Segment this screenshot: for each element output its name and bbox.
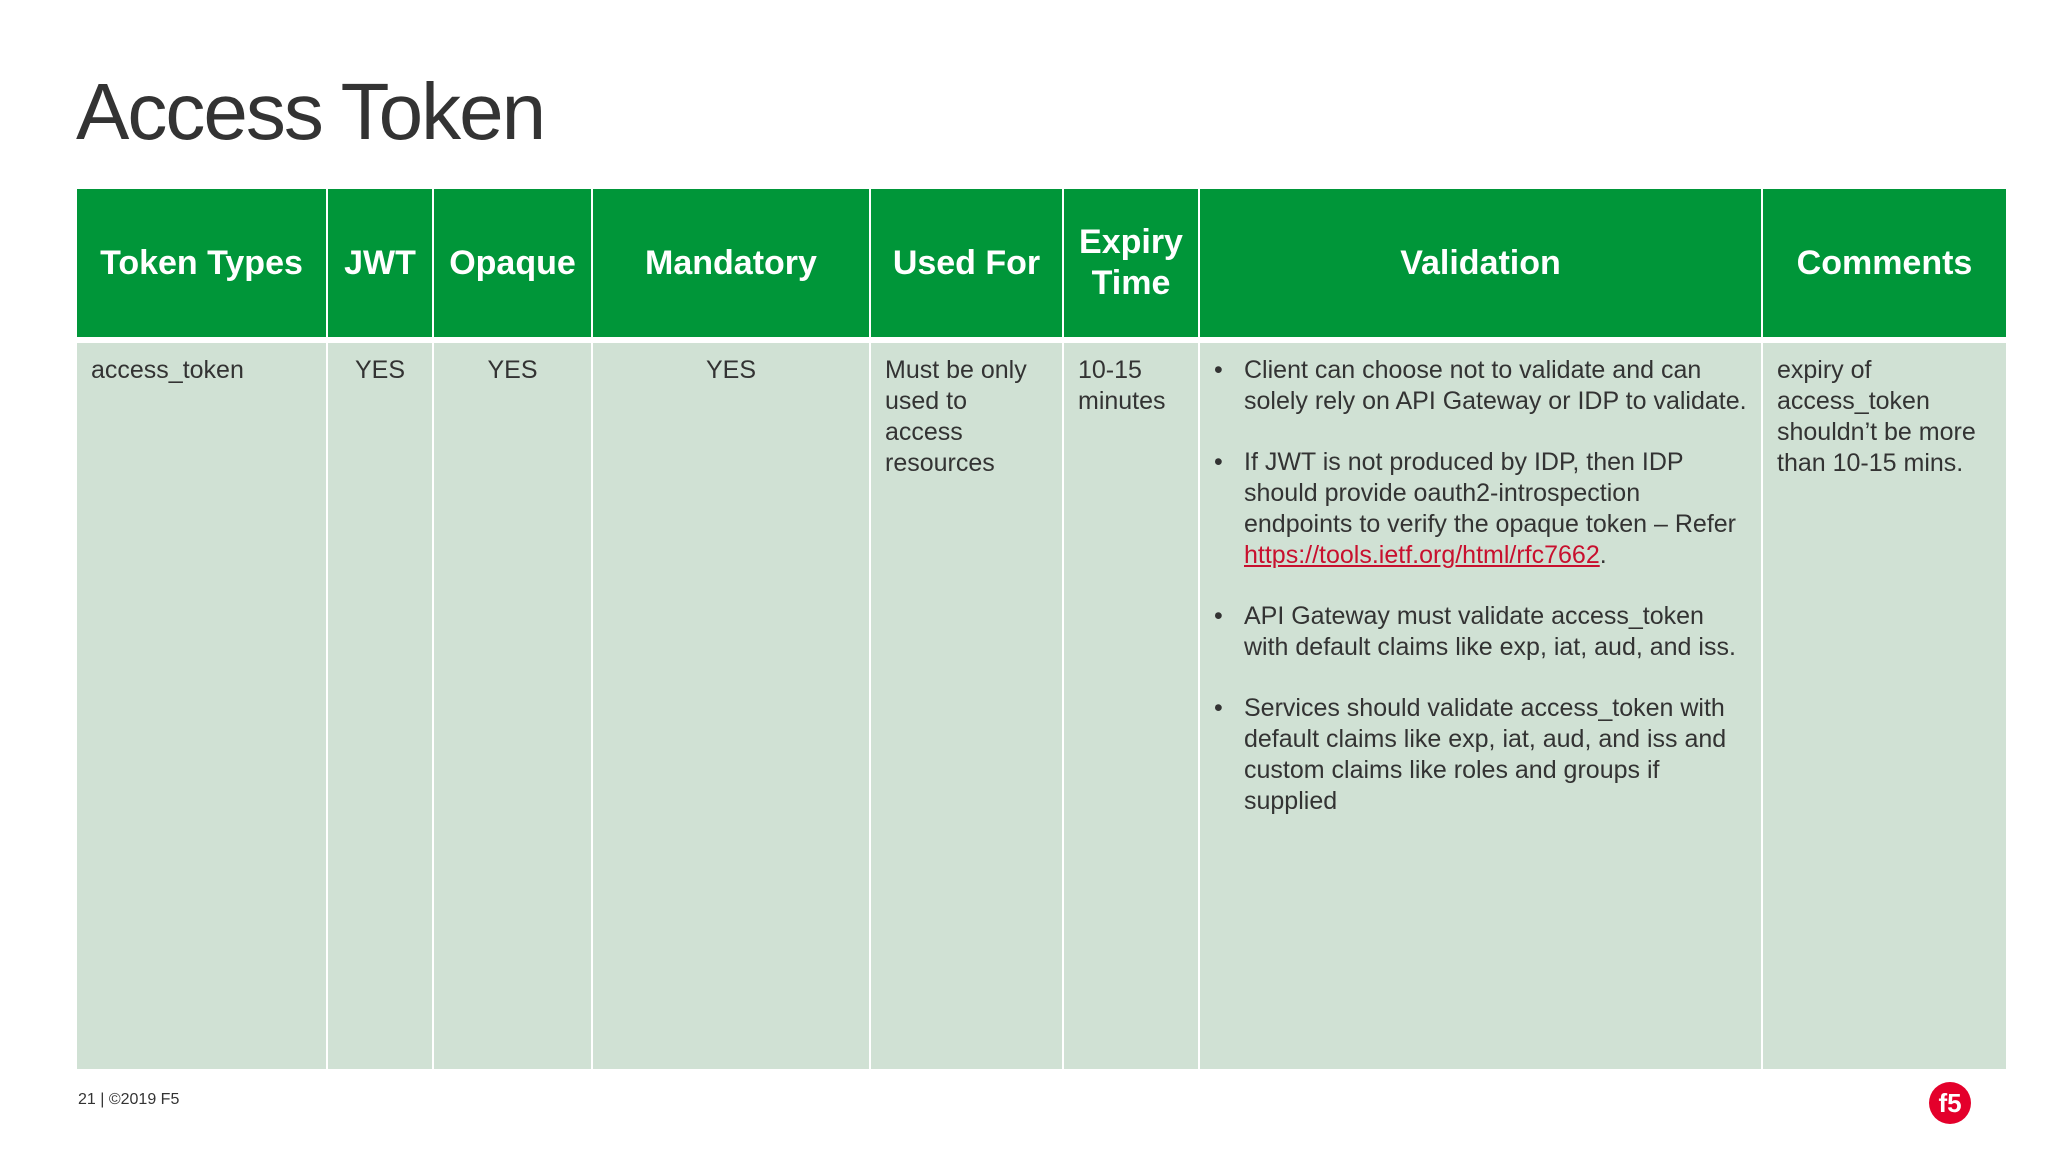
- validation-text: API Gateway must validate access_token with default claims like exp, iat, aud, and iss.: [1244, 602, 1736, 661]
- validation-text: If JWT is not produced by IDP, then IDP should provide oauth2-introspection endpoints to verify the opaque token – Refer: [1244, 448, 1736, 538]
- cell-expiry: 10-15 minutes: [1063, 343, 1199, 1069]
- validation-suffix: .: [1599, 541, 1607, 569]
- f5-logo-text: f5: [1938, 1088, 1962, 1118]
- header-validation: Validation: [1199, 189, 1762, 337]
- header-expiry-time: Expiry Time: [1063, 189, 1199, 337]
- header-opaque: Opaque: [433, 189, 592, 337]
- validation-item: [1244, 355, 1747, 417]
- cell-validation: [1199, 343, 1762, 1069]
- cell-mandatory: YES: [592, 343, 870, 1069]
- cell-comments: expiry of access_token shouldn’t be more than 10-15 mins.: [1762, 343, 2006, 1069]
- table-header-row: [77, 189, 2006, 337]
- validation-item: [1244, 693, 1747, 817]
- f5-logo-icon: [1928, 1081, 1972, 1125]
- cell-opaque: YES: [433, 343, 592, 1069]
- cell-token-type: access_token: [77, 343, 327, 1069]
- page-title: Access Token: [76, 67, 545, 156]
- validation-item: [1244, 601, 1747, 663]
- validation-item: [1244, 447, 1747, 571]
- cell-used-for: Must be only used to access resources: [870, 343, 1063, 1069]
- rfc7662-link[interactable]: https://tools.ietf.org/html/rfc7662: [1244, 541, 1600, 569]
- header-jwt: JWT: [327, 189, 433, 337]
- header-comments: Comments: [1762, 189, 2006, 337]
- table-row: [77, 343, 2006, 1069]
- validation-text: Client can choose not to validate and can solely rely on API Gateway or IDP to validate.: [1244, 356, 1747, 415]
- slide-footer: 21 | ©2019 F5: [78, 1091, 180, 1108]
- validation-list: [1214, 355, 1747, 817]
- header-token-types: Token Types: [77, 189, 327, 337]
- header-used-for: Used For: [870, 189, 1063, 337]
- token-table: [77, 189, 2006, 1069]
- validation-text: Services should validate access_token with default claims like exp, iat, aud, and iss and custom claims like roles and groups if supplied: [1244, 694, 1727, 815]
- cell-jwt: YES: [327, 343, 433, 1069]
- header-mandatory: Mandatory: [592, 189, 870, 337]
